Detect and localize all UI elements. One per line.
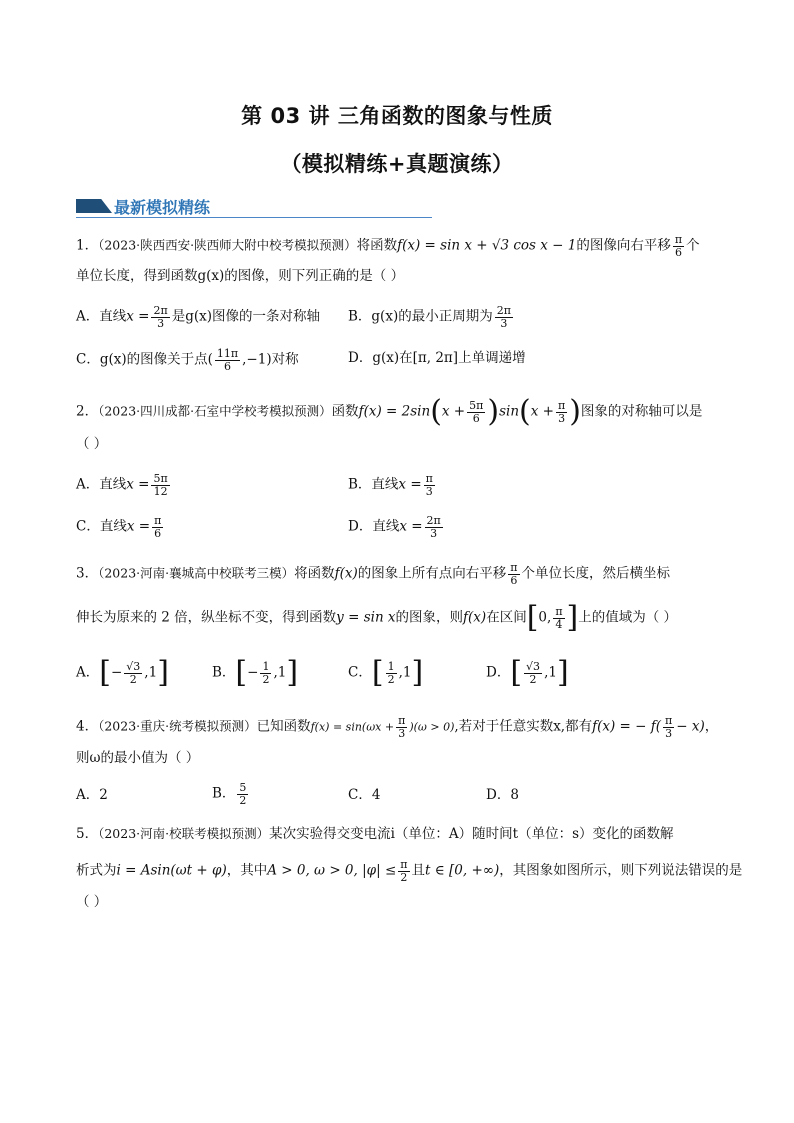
q2-paren: （ ）: [76, 436, 108, 452]
q3-option-d: D．[ $\frac{√3}{2}$ ,1]: [486, 655, 569, 690]
section-marker: [76, 199, 112, 213]
q1-option-a: A．直线x = $\frac{2\pi}{3}$ 是g(x)图像的一条对称轴: [76, 304, 320, 330]
q3-option-c: C．[ $\frac{1}{2}$ ,1]: [348, 655, 424, 690]
q3-option-a: A．[− $\frac{√3}{2}$ ,1]: [76, 655, 169, 690]
q4-option-a: A．2: [76, 787, 108, 803]
section-header: [76, 195, 432, 219]
section-rule: [76, 217, 432, 218]
q2-stem: 2．（2023·四川成都·石室中学校考模拟预测）函数f(x) = 2sin(x + $\frac{5\pi}{6}$ )sin(x + $\frac{\pi}{3}$ )图象的对称轴可以是: [76, 394, 703, 429]
page-title: 第 03 讲 三角函数的图象与性质: [241, 104, 553, 128]
q1-shift-fraction: $\frac{\pi}{6}$: [674, 233, 683, 259]
q1-option-c: C．g(x)的图像关于点( $\frac{11\pi}{6}$ ,−1)对称: [76, 347, 299, 373]
q5-stem: 5．（2023·河南·校联考模拟预测）某次实验得交变电流i（单位：A）随时间t（单位：s）变化的函数解: [76, 826, 674, 842]
q1-option-d: D．g(x)在[π, 2π]上单调递增: [348, 350, 526, 366]
q2-option-d: D．直线x = $\frac{2\pi}{3}$: [348, 514, 441, 540]
section-label: 最新模拟精练: [114, 198, 211, 217]
q4-option-b: B． $\frac{5}{2}$: [212, 781, 247, 807]
q3-stem-line2: 伸长为原来的 2 倍，纵坐标不变，得到函数y = sin x的图象，则f(x)在区间[0, $\frac{\pi}{4}$ ]上的值域为（ ）: [76, 600, 678, 635]
q4-stem: 4．（2023·重庆·统考模拟预测）已知函数f(x) = sin(ωx + $\frac{\pi}{3}$ )(ω > 0),若对于任意实数x,都有f(x) = − f( $\frac{\pi}{3}$ − x)，: [76, 714, 719, 740]
q1-option-b: B．g(x)的最小正周期为 $\frac{2\pi}{3}$: [348, 304, 511, 330]
q2-option-a: A．直线x = $\frac{5\pi}{12}$: [76, 472, 168, 498]
q4-option-c: C．4: [348, 787, 381, 803]
q2-option-b: B．直线x = $\frac{\pi}{3}$: [348, 472, 433, 498]
q3-option-b: B．[− $\frac{1}{2}$ ,1]: [212, 655, 299, 690]
q5-stem-line2: 析式为i = Asin(ωt + φ)，其中A > 0, ω > 0, |φ| ≤ $\frac{\pi}{2}$ 且t ∈ [0, +∞)，其图象如图所示，则下列说法错误的是: [76, 858, 743, 884]
q4-option-d: D．8: [486, 787, 519, 803]
q2-option-c: C．直线x = $\frac{\pi}{6}$: [76, 514, 162, 540]
q1-stem-line2: 单位长度，得到函数g(x)的图像，则下列正确的是（ ）: [76, 268, 405, 284]
q5-paren: （ ）: [76, 894, 108, 910]
q1-stem: 1．（2023·陕西西安·陕西师大附中校考模拟预测）将函数f(x) = sin x + √3 cos x − 1的图像向右平移 $\frac{\pi}{6}$ 个: [76, 233, 700, 259]
q3-stem: 3．（2023·河南·襄城高中校联考三模）将函数f(x)的图象上所有点向右平移 $\frac{\pi}{6}$ 个单位长度，然后横坐标: [76, 561, 670, 587]
page-subtitle: （模拟精练+真题演练）: [280, 152, 514, 176]
q4-stem-line2: 则ω的最小值为（ ）: [76, 750, 200, 766]
